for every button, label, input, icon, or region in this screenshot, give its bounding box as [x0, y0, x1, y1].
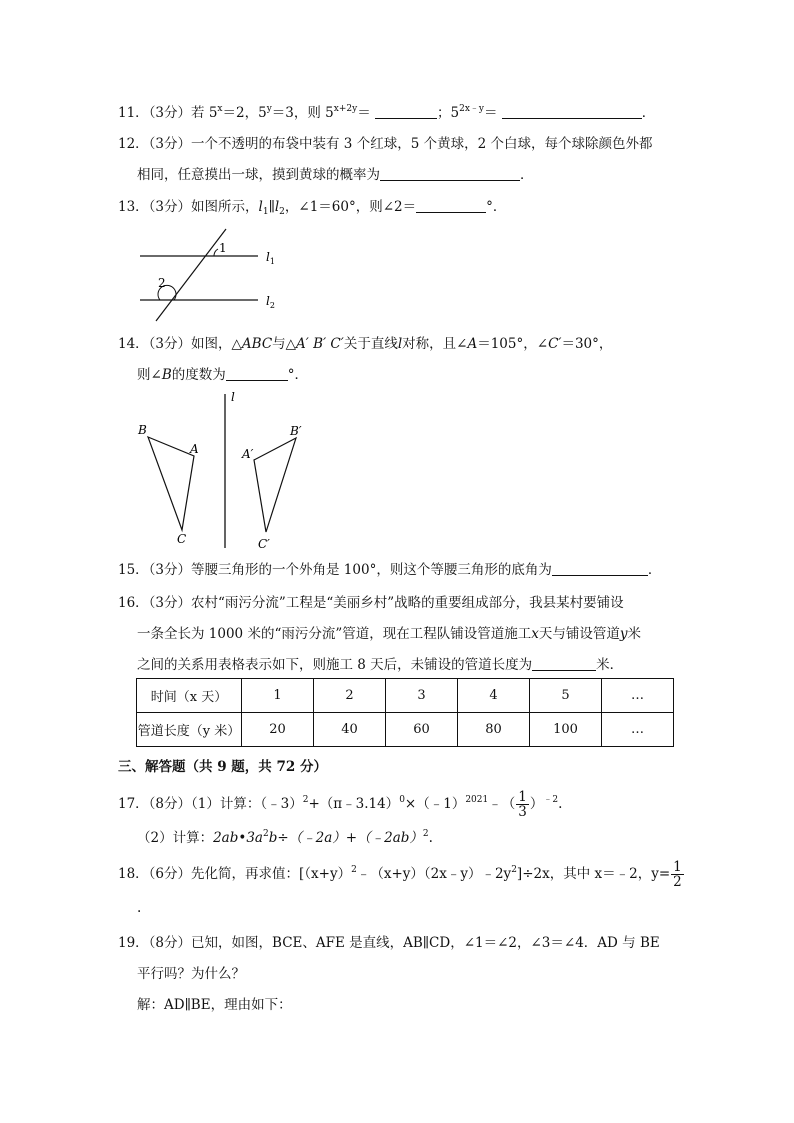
- q13-figure: [130, 225, 290, 325]
- question-15: 15．（3分）等腰三角形的一个外角是 100°，则这个等腰三角形的底角为 ．: [118, 562, 662, 578]
- question-19: 19．（8分）已知，如图，BCE、AFE 是直线，AB∥CD，∠1＝∠2，∠3＝∠4．AD 与 BE: [118, 935, 660, 951]
- answer-blank[interactable]: [226, 366, 288, 381]
- answer-blank[interactable]: [416, 198, 486, 213]
- question-12-cont: 相同，任意摸出一球，摸到黄球的概率为 ．: [137, 167, 534, 183]
- label-b: B: [138, 423, 147, 437]
- question-17-part2: （2）计算：$2ab•3a^2b\div(﹣2a)+(﹣2ab)^2$.: [137, 829, 433, 846]
- q14-figure: [130, 390, 330, 555]
- angle-2-label: 2: [158, 276, 166, 290]
- section-heading: 三、解答题（共 9 题，共 72 分）: [118, 759, 327, 775]
- angle-1-arc: [214, 249, 218, 256]
- q16-table: [136, 678, 674, 747]
- label-c2: C′: [258, 537, 270, 551]
- label-c: C: [177, 532, 187, 546]
- angle-1-label: 1: [219, 241, 227, 255]
- question-14: 14．（3分）如图，△ABC与△A′ B′ C′关于直线l对称，且∠A＝105°，∠C′＝30°，: [118, 336, 613, 352]
- question-19-answer: 解：AD∥BE，理由如下：: [137, 997, 292, 1013]
- answer-blank[interactable]: [502, 104, 642, 119]
- question-16-cont: 一条全长为 1000 米的“雨污分流”管道，现在工程队铺设管道施工x天与铺设管道y米: [137, 626, 642, 642]
- fraction: $\frac{1}{2}$: [673, 859, 682, 890]
- question-12: 12．（3分）一个不透明的布袋中装有 3 个红球，5 个黄球，2 个白球，每个球除颜色外都: [118, 136, 653, 152]
- question-14-cont: 则∠B的度数为 °．: [137, 367, 308, 383]
- label-b2: B′: [290, 424, 302, 438]
- table-row: 时间（x 天） 1 2 3 4 5 …: [137, 679, 674, 713]
- question-16-cont2: 之间的关系用表格表示如下，则施工 8 天后，未铺设的管道长度为 米．: [137, 657, 624, 673]
- l2-label: $l_2$: [266, 294, 275, 310]
- table-row: 管道长度（y 米） 20 40 60 80 100 …: [137, 713, 674, 747]
- label-l: l: [231, 390, 235, 404]
- question-19-cont: 平行吗？为什么？: [137, 966, 245, 982]
- answer-blank[interactable]: [380, 166, 520, 181]
- question-16: 16．（3分）农村“雨污分流”工程是“美丽乡村”战略的重要组成部分，我县某村要铺设: [118, 595, 624, 611]
- question-11: 11．（3分）若 $5^x=2$，$5^y=3$，则 $5^{x+2y}=$ ；$5^{2x﹣y}=$ ．: [118, 104, 656, 121]
- label-a2: A′: [242, 447, 254, 461]
- question-17: 17．（8分）（1）计算：（﹣3）$^2$+（π﹣3.14）$^0$×（﹣1）$^{2021}$﹣（ $\frac{1}{3}$ ）$^{﹣2}$.: [118, 789, 563, 820]
- transversal: [156, 229, 226, 321]
- triangle-a2b2c2: [254, 438, 296, 532]
- answer-blank[interactable]: [552, 561, 648, 576]
- answer-blank[interactable]: [532, 656, 596, 671]
- l1-label: $l_1$: [266, 250, 275, 266]
- fraction: $\frac{1}{3}$: [518, 789, 527, 820]
- question-18: 18．（6分）先化简，再求值：$[(x+y)^2﹣(x+y)(2x﹣y)﹣2y^2]\div 2x$，其中 x＝﹣2，y= $\frac{1}{2}$: [118, 859, 682, 890]
- label-a: A: [190, 442, 199, 456]
- question-13: 13．（3分）如图所示，$l_1\parallel l_2$，∠1＝60°，则∠2＝ °．: [118, 199, 507, 217]
- question-18-end: .: [137, 900, 142, 916]
- triangle-abc: [148, 437, 194, 530]
- answer-blank[interactable]: [375, 104, 437, 119]
